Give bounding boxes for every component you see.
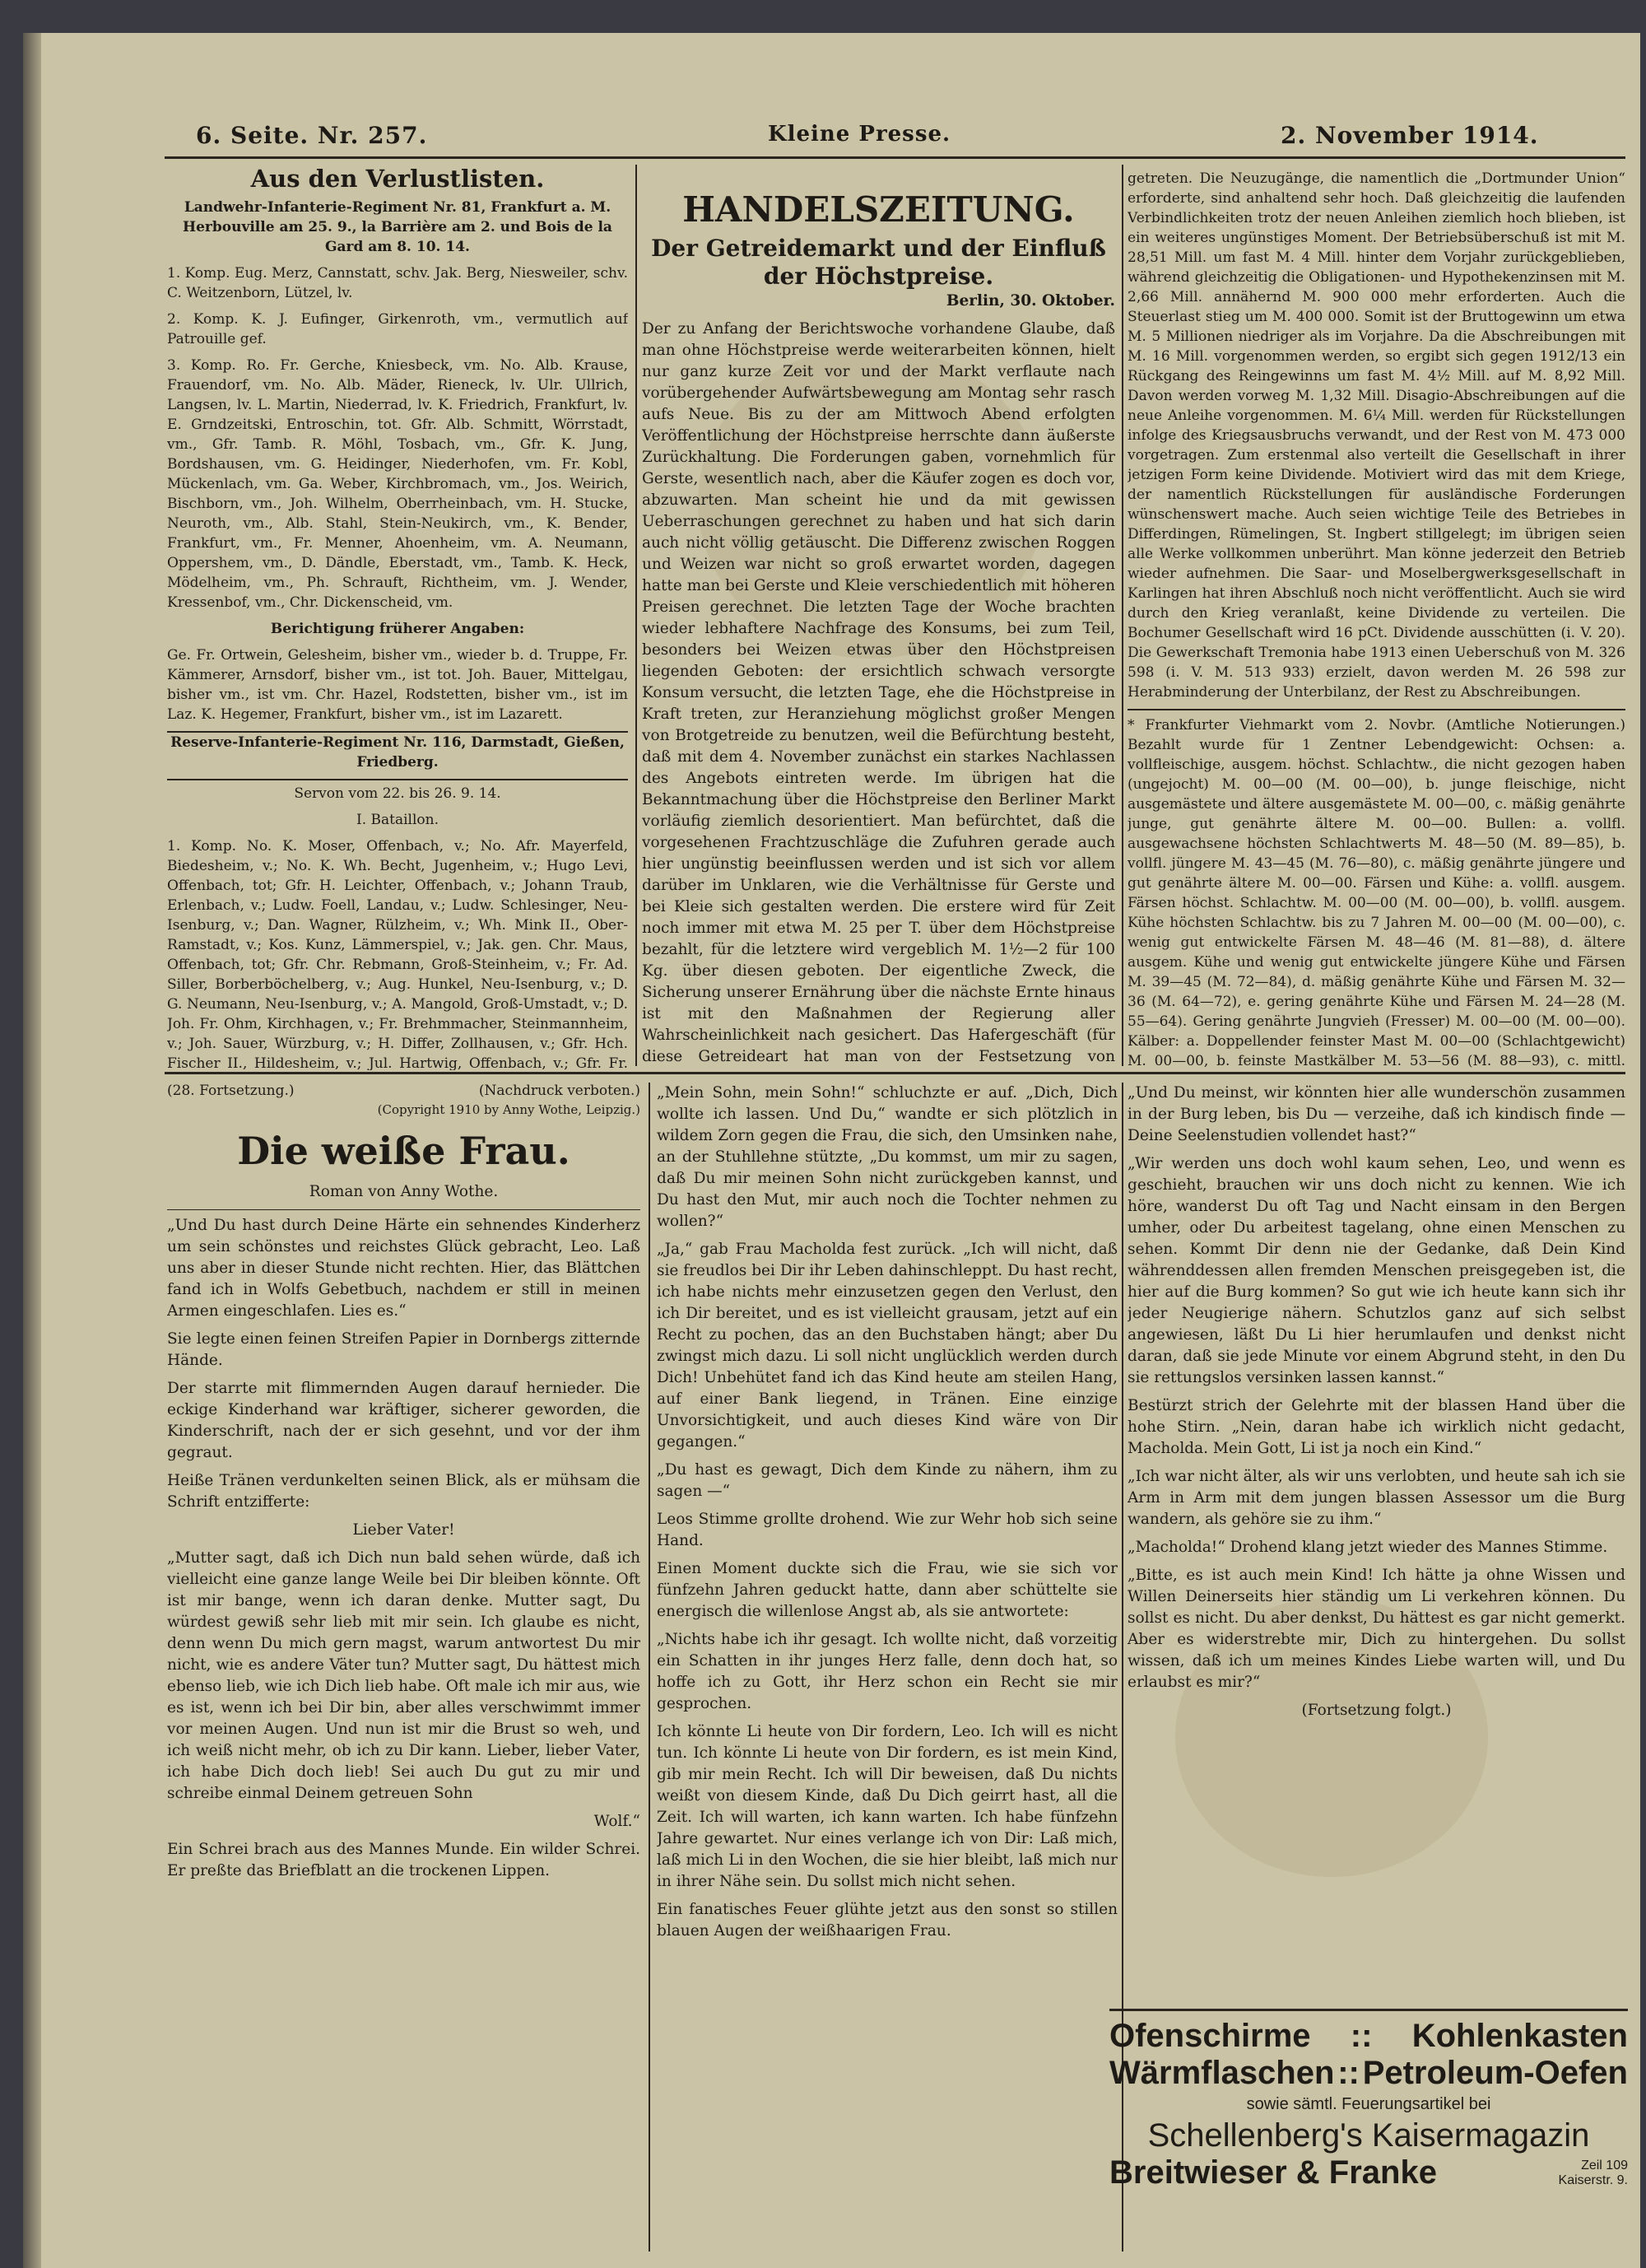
ad-line [1109, 2018, 1628, 2055]
header-rule [165, 156, 1625, 159]
advertisement [1109, 2009, 1628, 2239]
subheading: Berichtigung früherer Angaben: [270, 621, 525, 637]
list-item: 1. Komp. Eug. Merz, Cannstatt, schv. Jak. Berg, Niesweiler, schv. C. Weitzenborn, Lützel, lv. [167, 265, 628, 301]
list-item: Ge. Fr. Ortwein, Gelesheim, bisher vm., wieder b. d. Truppe, Fr. Kämmerer, Arnsdorf, bisher vm., ist tot. Joh. Bauer, Mittelgau, bisher vm., ist vm. Chr. Hazel, Rodstetten, bisher vm., ist im Laz. K. Hegemer, Frankfurt, bisher vm., ist im Lazarett. [167, 647, 628, 723]
article-body: getreten. Die Neuzugänge, die namentlich die „Dortmunder Union“ erforderte, sind anhaltend sehr hoch. Daß gleichzeitig die laufenden Verbindlichkeiten trotz der neuen Anleihen ziemlich hoch blieben, ist ein weiteres ungünstiges Moment. Der Betriebsüberschuß ist mit M. 28,51 Mill. um fast M. 4 Mill. hinter dem Vorjahr zurückgeblieben, während gleichzeitig die Obligationen- und Hypothekenzinsen mit M. 2,66 Mill. annähernd M. 900 000 mehr erforderten. Auch die Steuerlast stieg um M. 400 000. Somit ist der Bruttogewinn um etwa M. 5 Millionen niedriger als im Vorjahre. Da die Abschreibungen mit M. 16 Mill. vorgenommen werden, so ergibt sich gegen 1912/13 ein Rückgang des Reingewinns um fast M. 4½ Mill. auf M. 8,92 Mill. Davon werden vorweg M. 1,32 Mill. Disagio-Abschreibungen auf die neue Anleihe vorgenommen. M. 6¼ Mill. werden für Rückstellungen infolge des Kriegsausbruchs verwandt, und der Rest von M. 473 000 vorgetragen. Zum erstenmal also verteilt die Gesellschaft in ihrer jetzigen Form keine Dividende. Motiviert wird das mit dem Kriege, der namentlich Rückstellungen für ausländische Forderungen wünschenswert mache. Auch seien wichtige Teile des Betriebes in Differdingen, Rümelingen, St. Ingbert stillgelegt; im übrigen seien alle Werke vollkommen unberührt. Man könne jederzeit den Betrieb wieder aufnehmen. Die Saar- und Moselbergwerksgesellschaft in Karlingen hat ihren Abschluß noch nicht veröffentlicht. Auch sie wird durch den Krieg veranlaßt, keine Dividende zu verteilen. Die Bochumer Gesellschaft wird 16 pCt. Dividende ausschütten (i. V. 20). Die Gewerkschaft Tremonia habe 1913 einen Ueberschuß von M. 326 598 (i. V. M. 513 933) erzielt, davon werden M. 26 598 zur Herabminderung der Unterbilanz, der Rest zu Abschreibungen. [1128, 170, 1625, 701]
article-rule [1128, 709, 1625, 710]
novel-paragraph: Bestürzt strich der Gelehrte mit der blassen Hand über die hohe Stirn. „Nein, daran habe ich wirklich nicht gedacht, Macholda. Mein Gott, Li ist ja noch ein Kind.“ [1128, 1397, 1625, 1457]
issue-date: 2. November 1914. [1281, 122, 1539, 149]
novel-paragraph: „Nichts habe ich ihr gesagt. Ich wollte nicht, daß vorzeitig ein Schatten in ihr junges Herz falle, denn doch hat, so hoffe ich zu Gott, ihr Herz schon ein Recht sie mir gesprochen. [657, 1631, 1118, 1712]
ad-store-name: Schellenberg's Kaisermagazin [1147, 2117, 1590, 2154]
byline-rule [167, 1209, 640, 1210]
novel-paragraph: Ein Schrei brach aus des Mannes Munde. Ein wilder Schrei. Er preßte das Briefblatt an die trockenen Lippen. [167, 1841, 640, 1879]
novel-column-1 [167, 1083, 640, 2252]
ad-product: Wärmflaschen [1109, 2055, 1335, 2091]
novel-paragraph: „Du hast es gewagt, Dich dem Kinde zu nähern, ihm zu sagen —“ [657, 1461, 1118, 1500]
to-be-continued: (Fortsetzung folgt.) [1301, 1702, 1452, 1719]
ad-product: Kohlenkasten [1411, 2018, 1628, 2054]
dateline: Berlin, 30. Oktober. [946, 292, 1115, 310]
market-report: * Frankfurter Viehmarkt vom 2. Novbr. (Amtliche Notierungen.) Bezahlt wurde für 1 Zentner Lebendgewicht: Ochsen: a. vollfleischige, ausgem. höchst. Schlachtw., die nicht gezogen haben (ungejocht) M. 00—00 (M. 00—00), b. junge fleischige, nicht ausgemästete und ältere ausgemästete M. 00—00, c. mäßig genährte junge, gut genährte ältere M. 00—00. Bullen: a. vollfl. ausgewachsene höchsten Schlachtwerts M. 48—50 (M. 89—85), b. vollfl. jüngere M. 43—45 (M. 76—80), c. mäßig genährte jüngere und gut genährte ältere M. 00—00. Färsen und Kühe: a. vollfl. ausgem. Färsen höchst. Schlachtw. M. 00—00 (M. 00—00), b. vollfl. ausgem. Kühe höchsten Schlachtw. bis zu 7 Jahren M. 00—00 (M. 00—00), c. wenig gut entwickelte Färsen M. 48—46 (M. 81—88), d. ältere ausgem. Kühe und wenig gut entwickelte jüngere Kühe und Färsen M. 39—45 (M. 72—84), d. mäßig genährte Kühe und Färsen M. 32—36 (M. 64—72), e. gering genährte Kühe und Färsen M. 24—28 (M. 55—64). Gering genährte Jungvieh (Fresser) M. 00—00 (M. 00—00). Kälber: a. Doppellender feinster Mast M. 00—00 (Schlachtgewicht) M. 00—00, b. feinste Mastkälber M. 53—56 (M. 88—93), c. mittl. [1128, 717, 1625, 1069]
list-item: 2. Komp. K. J. Eufinger, Girkenroth, vm., vermutlich auf Patrouille gef. [167, 311, 628, 347]
copyright-notice: (Copyright 1910 by Anny Wothe, Leipzig.) [377, 1102, 640, 1117]
novel-title: Die weiße Frau. [237, 1129, 570, 1173]
column-rule [649, 1083, 650, 2252]
article-body: Der zu Anfang der Berichtswoche vorhandene Glaube, daß man ohne Höchstpreise werde weiterarbeiten können, hielt nur ganz kurze Zeit vor und der Markt verflaute nach vorübergehender Aufwärtsbewegung am Montag sehr rasch aufs Neue. Bis zu der am Mittwoch Abend erfolgten Veröffentlichung der Höchstpreise herrschte dann äußerste Zurückhaltung. Die Forderungen gaben, vornehmlich für Gerste, wesentlich nach, aber die Käufer zogen es doch vor, abzuwarten. Man scheint hie und da mit gewissen Ueberraschungen gerechnet zu haben und hat sich darin auch nicht völlig getäuscht. Die Differenz zwischen Roggen und Weizen war nicht so groß erwartet worden, dagegen hatte man bei Gerste und Kleie verschiedentlich mit höheren Preisen gerechnet. Die letzten Tage der Woche brachten wieder lebhaftere Nachfrage des Konsums, bei zum Teil, besonders bei Weizen etwas über den Höchstpreisen liegenden Geboten: der ersichtlich schwach versorgte Konsum versucht, die letzten Tage, ehe die Höchstpreise in Kraft treten, zur Heranziehung möglichst großer Mengen von Brotgetreide zu benutzen, weil die Befürchtung besteht, daß mit dem 4. November zunächst ein starkes Nachlassen des Angebots eintreten werde. Im übrigen hat die Bekanntmachung über die Höchstpreise den Berliner Markt vorläufig ziemlich desorientiert. Man befürchtet, daß die vorgesehenen Frachtzuschläge die Zufuhren gerade auch hier ungünstig beeinflussen werden und ist sich vor allem darüber im Unklaren, wie die Verhältnisse für Gerste und bei Kleie sich gestalten werden. Die erstere wird für Zeit noch immer mit etwa M. 25 per T. über dem Höchstpreise bezahlt, für die letztere wird vergeblich M. 1½—2 für 100 Kg. über diesen geboten. Der eigentliche Zweck, die Sicherung unserer Ernährung über die nächste Ernte hinaus ist mit den Maßnahmen der Regierung aller Wahrscheinlichkeit nach gesichert. Das Hafergeschäft (für diese Getreideart hat man von der Festsetzung von [642, 320, 1115, 1065]
ad-company: Breitwieser & Franke [1109, 2154, 1437, 2191]
novel-paragraph: Heiße Tränen verdunkelten seinen Blick, als er mühsam die Schrift entzifferte: [167, 1472, 640, 1511]
novel-paragraph: „Bitte, es ist auch mein Kind! Ich hätte ja ohne Wissen und Willen Deinerseits hier ständig um Li verkehren können. Du sollst es nicht. Du aber denkst, Du hättest es gar nicht gemerkt. Aber es widerstrebte mir, Dich zu hintergehen. Du sollst wissen, daß ich um meines Kindes Liebe warten will, und Du erlaubst es mir?“ [1128, 1567, 1625, 1691]
novel-paragraph: „Ja,“ gab Frau Macholda fest zurück. „Ich will nicht, daß sie freudlos bei Dir ihr Leben dahinschleppt. Du hast recht, ich habe nichts mehr einzusetzen gegen den Verlust, den ich Dir bereitet, und es ist vielleicht grausam, jetzt auf ein Recht zu pochen, das an den Buchstaben hängt; aber Du zwingst mich dazu. Li soll nicht unglücklich werden durch Dich! Unbehütet fand ich das Kind heute am steilen Hang, auf einer Bank liegend, in Tränen. Eine einzige Unvorsichtigkeit, und auch dieses Kind wäre von Dir gegangen.“ [657, 1241, 1118, 1451]
letter-body: „Mutter sagt, daß ich Dich nun bald sehen würde, daß ich vielleicht eine ganze lange Weile bei Dir bleiben könnte. Oft ist mir bange, wenn ich daran denke. Mutter sagt, Du würdest gewiß sehr lieb mit mir sein. Ich glaube es nicht, denn wenn Du mich gern magst, warum antwortest Du mir nicht, wie es andere Väter tun? Mutter sagt, Du hättest mich ebenso lieb, wie ich Dich lieb habe. Oft male ich mir aus, wie es ist, wenn ich bei Dir bin, aber alles verschwimmt immer vor meinen Augen. Und nun ist mir die Brust so weh, und ich weiß nicht mehr, ob ich zu Dir kann. Lieber, lieber Vater, ich habe Dich doch lieb! Sei auch Du gut zu mir und schreibe einmal Deinem getreuen Sohn [167, 1549, 640, 1802]
regiment-heading: Reserve-Infanterie-Regiment Nr. 116, Darmstadt, Gießen, Friedberg. [170, 734, 625, 771]
list-item: 3. Komp. Ro. Fr. Gerche, Kniesbeck, vm. No. Alb. Krause, Frauendorf, vm. No. Alb. Mäder, Rieneck, lv. Ulr. Ullrich, Langsen, lv. L. Martin, Niederrad, lv. K. Friedrich, Frankfurt, lv. E. Grndzeitski, Entroschin, tot. Gfr. Alb. Schmitt, Wörrstadt, vm., Gfr. Tamb. R. Möhl, Tosbach, vm., Gfr. K. Jung, Bordshausen, vm. G. Heidinger, Niederhofen, vm. Fr. Kobl, Mückenlach, vm. Ga. Weber, Kirchbromach, vm., Jos. Weirich, Bischborn, vm., Joh. Wilhelm, Oberrheinbach, vm. H. Stucke, Neuroth, vm., Alb. Stahl, Stein-Neukirch, vm., K. Bender, Frankfurt, vm., Fr. Menner, Ahoenheim, vm. A. Neumann, Oppershem, vm., D. Dändle, Eberstadt, vm., Tamb. K. Heck, Mödelheim, vm., Ph. Schrauft, Richtheim, vm. J. Wender, Kressenbof, vm., Chr. Dickenscheid, vm. [167, 357, 628, 611]
column-casualty-lists [167, 165, 628, 1070]
novel-paragraph: Ein fanatisches Feuer glühte jetzt aus den sonst so stillen blauen Augen der weißhaarigen Frau. [657, 1901, 1118, 1940]
ad-line [1109, 2055, 1628, 2092]
ad-product: Petroleum-Oefen [1362, 2055, 1628, 2091]
article-headline: Der Getreidemarkt und der Einfluß der Höchstpreise. [651, 235, 1106, 290]
installment-number: (28. Fortsetzung.) [167, 1083, 295, 1099]
column-rule [635, 165, 637, 1066]
novel-column-2 [657, 1083, 1118, 2252]
novel-paragraph: Ich könnte Li heute von Dir fordern, Leo. Ich will es nicht tun. Ich könnte Li heute von Dir fordern, es ist mein Kind, gib mir mein Recht. Ich will Dir beweisen, daß Du nichts weißt von diesem Kinde, daß Du Dich geirrt hast, all die Zeit. Ich will warten, ich kann warten. Ich habe fünfzehn Jahre gewartet. Nur eines verlange ich von Dir: Laß mich, laß mich Li in den Wochen, die sie hier bleibt, laß mich nur in ihrer Nähe sein. Du sollst mich nicht sehen. [657, 1723, 1118, 1890]
ad-separator: :: [1350, 2018, 1373, 2054]
page-binding-edge [23, 33, 41, 2268]
subheading: Servon vom 22. bis 26. 9. 14. [294, 785, 501, 802]
novel-paragraph: „Wir werden uns doch wohl kaum sehen, Leo, und wenn es geschieht, brauchen wir uns doch nicht zu kennen. Wie ich höre, wanderst Du oft Tag und Nacht einsam in den Bergen umher, oder Du arbeitest tagelang, ohne einen Menschen zu sehen. Kommt Dir denn nie der Gedanke, daß Dein Kind währenddessen allen fremden Menschen preisgegeben ist, die hier auf die Burg kommen? So gut wie ich heute kann sich ihr jeder Neugierige nähern. Schutzlos ganz auf sich selbst angewiesen, läßt Du Li hier herumlaufen und denkst nicht daran, daß sie jede Minute vor einem Abgrund steht, in den Du sie rettungslos versinken lassen kannst.“ [1128, 1155, 1625, 1386]
section-divider [165, 1072, 1625, 1074]
novel-paragraph: „Und Du meinst, wir könnten hier alle wunderschön zusammen in der Burg leben, bis Du — verzeihe, daß ich kindisch finde — Deine Seelenstudien vollendet hast?“ [1128, 1084, 1625, 1144]
ad-footer [1109, 2154, 1628, 2191]
newspaper-page [23, 33, 1640, 2268]
novel-byline: Roman von Anny Wothe. [309, 1183, 499, 1200]
ad-separator: :: [1337, 2055, 1360, 2091]
letter-salutation: Lieber Vater! [352, 1521, 455, 1539]
column-business [642, 189, 1115, 1066]
list-item: 1. Komp. No. K. Moser, Offenbach, v.; No. Afr. Mayerfeld, Biedesheim, v.; No. K. Wh. Becht, Jugenheim, v.; Hugo Levi, Offenbach, tot; Gfr. H. Leichter, Offenbach, v.; Johann Traub, Erlenbach, v.; Ludw. Foell, Landau, v.; Ludw. Schlesinger, Neu-Isenburg, v.; Dan. Wagner, Rülzheim, v.; Wh. Mink II., Ober-Ramstadt, v.; Kos. Kunz, Lämmerspiel, v.; Jak. gen. Chr. Maus, Offenbach, tot; Gfr. Chr. Rebmann, Groß-Steinheim, v.; Fr. Ad. Siller, Borberböchelberg, v.; Aug. Hunkel, Neu-Isenburg, v.; D. G. Neumann, Neu-Isenburg, v.; A. Mangold, Groß-Umstadt, v.; D. Joh. Fr. Ohm, Kirchhagen, v.; Fr. Brehmmacher, Steinmannheim, v.; Joh. Sauer, Würzburg, v.; H. Differ, Zollhausen, v.; Gfr. Hch. Fischer II., Hildesheim, v.; Jul. Hartwig, Offenbach, v.; Gfr. Fr. [167, 838, 628, 1070]
novel-paragraph: „Mein Sohn, mein Sohn!“ schluchzte er auf. „Dich, Dich wollte ich lassen. Und Du,“ wandte er sich plötzlich in wildem Zorn gegen die Frau, die sich, den Umsinken nahe, an der Stuhllehne stützte, „Du kommst, um mir zu sagen, daß Du mir meinen Sohn nicht zurückgeben kannst, und Du hast den Mut, mir auch noch die Tochter nehmen zu wollen?“ [657, 1084, 1118, 1230]
column-markets [1128, 169, 1625, 1070]
masthead: Kleine Presse. [768, 122, 951, 147]
novel-paragraph: Leos Stimme grollte drohend. Wie zur Wehr hob sich seine Hand. [657, 1511, 1118, 1549]
letter-signature: Wolf.“ [593, 1813, 640, 1830]
ad-product: Ofenschirme [1109, 2018, 1311, 2054]
regiment-heading: Landwehr-Infanterie-Regiment Nr. 81, Frankfurt a. M. Herbouville am 25. 9., la Barrière am 2. und Bois de la Gard am 8. 10. 14. [183, 199, 612, 255]
reprint-notice: (Nachdruck verboten.) [478, 1083, 640, 1099]
section-title: Aus den Verlustlisten. [250, 165, 545, 193]
section-title: HANDELSZEITUNG. [682, 189, 1075, 230]
page-number: 6. Seite. Nr. 257. [196, 122, 428, 149]
novel-paragraph: „Und Du hast durch Deine Härte ein sehnendes Kinderherz um sein schönstes und reichstes Glück gebracht, Leo. Laß uns aber in dieser Stunde nicht rechten. Hier, das Blättchen fand ich in Wolfs Gebetbuch, nachdem er still in meinen Armen eingeschlafen. Lies es.“ [167, 1217, 640, 1320]
novel-paragraph: „Macholda!“ Drohend klang jetzt wieder des Mannes Stimme. [1128, 1539, 1608, 1556]
ad-address: Zeil 109 Kaiserstr. 9. [1558, 2158, 1628, 2187]
ad-rule [1109, 2009, 1628, 2011]
subheading: I. Bataillon. [356, 812, 439, 828]
novel-paragraph: Sie legte einen feinen Streifen Papier in Dornbergs zitternde Hände. [167, 1330, 640, 1369]
ad-tagline: sowie sämtl. Feuerungsartikel bei [1246, 2095, 1491, 2113]
novel-header [167, 1083, 640, 1099]
column-rule [1122, 165, 1123, 1066]
novel-paragraph: Einen Moment duckte sich die Frau, wie sie sich vor fünfzehn Jahren geduckt hatte, dann aber schüttelte sie energisch die willenlose Angst ab, als sie antwortete: [657, 1560, 1118, 1620]
novel-paragraph: Der starrte mit flimmernden Augen darauf hernieder. Die eckige Kinderhand war kräftiger, sicherer geworden, die Kinderschrift, nach der er sich gesehnt, und vor der ihm gegraut. [167, 1380, 640, 1461]
novel-paragraph: „Ich war nicht älter, als wir uns verlobten, und heute sah ich sie Arm in Arm mit dem jungen blassen Assessor um die Burg wandern, als gehöre sie zu ihm.“ [1128, 1468, 1625, 1528]
novel-column-3 [1128, 1083, 1625, 1988]
